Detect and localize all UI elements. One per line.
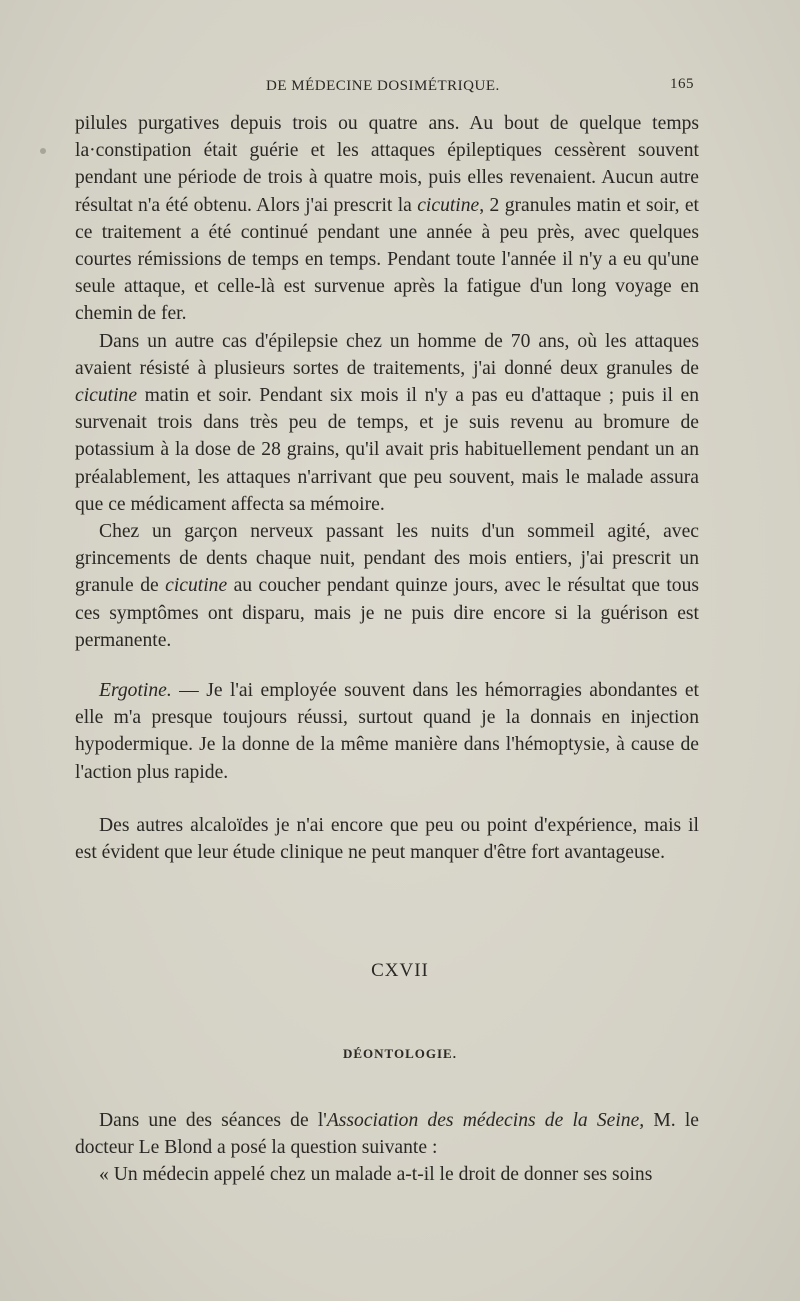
paragraph: Ergotine. — Je l'ai employée souvent dans les hémorragies abondantes et elle m'a presque toujours réussi, surtout quand je la donnais en injection hypodermique. Je la donne de la même manière dans l'hémoptysie, à cause de l'action plus rapide. [75, 680, 699, 783]
ink-spot [40, 148, 46, 154]
paragraph: « Un médecin appelé chez un malade a-t-il le droit de donner ses soins [99, 1164, 653, 1186]
paragraph: Dans un autre cas d'épilepsie chez un homme de 70 ans, où les attaques avaient résisté à plusieurs sortes de traitements, j'ai donné deux granules de cicutine matin et soir. Pendant six mois il n'y a pas eu d'attaque ; puis il en survenait trois dans très peu de temps, et je suis revenu au bromure de potassium à la dose de 28 grains, qu'il avait pris habituellement pendant un an préalablement, les attaques n'arrivant que peu souvent, mais le malade assura que ce médicament affecta sa mémoire. [75, 330, 699, 515]
paragraph: Dans une des séances de l'Association des médecins de la Seine, M. le docteur Le Blond a posé la question suivante : [75, 1110, 699, 1159]
chapter-number: CXVII [371, 960, 429, 981]
text-block-deontology [75, 1107, 699, 1189]
drug-name: Ergotine. [99, 680, 172, 701]
section-title: DÉONTOLOGIE. [343, 1046, 457, 1061]
page-number: 165 [670, 76, 694, 92]
paragraph: pilules purgatives depuis trois ou quatre ans. Au bout de quelque temps la·constipation était guérie et les attaques épileptiques cessèrent souvent pendant une période de trois à quatre mois, puis elles revenaient. Aucun autre résultat n'a été obtenu. Alors j'ai prescrit la cicutine, 2 granules matin et soir, et ce traitement a été continué pendant une année à peu près, avec quelques courtes rémissions de temps en temps. Pendant toute l'année il n'y a eu qu'une seule attaque, et celle-là est survenue après la fatigue d'un long voyage en chemin de fer. [75, 113, 699, 325]
text-block-alkaloids [75, 812, 699, 866]
running-head [80, 78, 698, 102]
paragraph: Chez un garçon nerveux passant les nuits d'un sommeil agité, avec grincements de dents chaque nuit, pendant des mois entiers, j'ai prescrit un granule de cicutine au coucher pendant quinze jours, avec le résultat que tous ces symptômes ont disparu, mais je ne puis dire encore si la guérison est permanente. [75, 521, 699, 651]
association-name: Association des médecins de la Seine, [326, 1110, 645, 1131]
text-block-ergotine [75, 677, 699, 786]
running-title: DE MÉDECINE DOSIMÉTRIQUE. [266, 78, 500, 94]
text-block-cases [75, 110, 699, 654]
paragraph: Des autres alcaloïdes je n'ai encore que peu ou point d'expérience, mais il est évident que leur étude clinique ne peut manquer d'être fort avantageuse. [75, 815, 699, 864]
